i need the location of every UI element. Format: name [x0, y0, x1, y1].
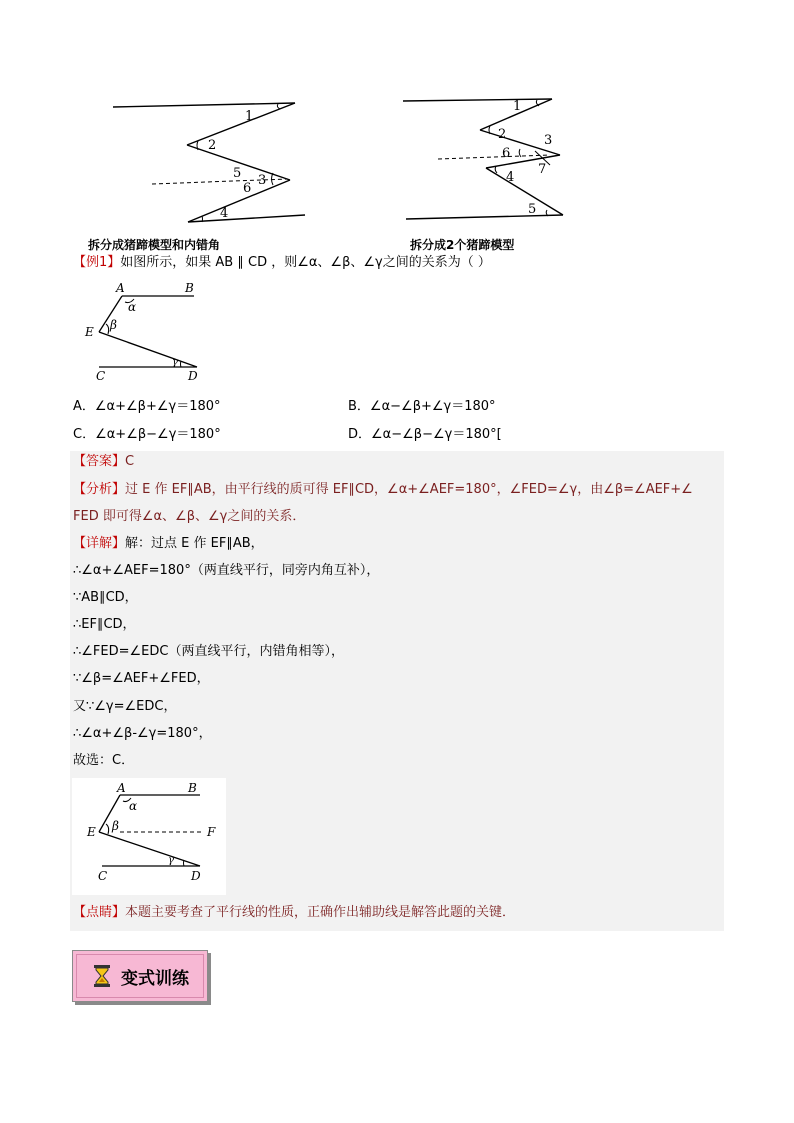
fig4-label-gamma: γ	[168, 855, 174, 866]
detail-line-6: ∵∠β=∠AEF+∠FED，	[73, 671, 210, 686]
fig2-label-1: 1	[513, 99, 522, 114]
fig4-label-B: B	[188, 781, 197, 795]
comment-line	[73, 904, 515, 922]
comment-tag: 【点睛】	[73, 905, 126, 920]
comment-text: 本题主要考查了平行线的性质，正确作出辅助线是解答此题的关键．	[125, 905, 516, 920]
fig1-label-4: 4	[220, 206, 229, 221]
detail-line-4: ∴EF∥CD，	[73, 617, 136, 632]
fig4-label-F: F	[207, 825, 216, 839]
detail-text-1: 解：过点 E 作 EF∥AB，	[125, 536, 264, 551]
fig2-label-6: 6	[502, 146, 511, 161]
fig3-label-gamma: γ	[172, 357, 178, 368]
fig1-label-5: 5	[233, 166, 242, 181]
section-label: 变式训练	[121, 969, 189, 989]
fig3-label-B: B	[185, 281, 194, 295]
fig4-label-alpha: α	[129, 799, 138, 813]
answer-text: C	[125, 454, 135, 469]
fig4-label-C: C	[98, 869, 108, 883]
fig4-label-E: E	[87, 825, 96, 839]
fig2-label-3: 3	[544, 133, 553, 148]
figure-1-caption: 拆分成猪蹄模型和内错角	[88, 238, 221, 252]
fig4-label-D: D	[191, 869, 201, 883]
fig3-label-A: A	[116, 281, 125, 295]
figure-2	[400, 93, 570, 227]
detail-tag: 【详解】	[73, 536, 126, 551]
detail-line-8: ∴∠α+∠β-∠γ=180°，	[73, 726, 212, 741]
option-d: D．∠α−∠β−∠γ＝180°[	[348, 427, 502, 442]
detail-line-3: ∵AB∥CD，	[73, 590, 138, 605]
fig3-label-C: C	[96, 369, 106, 383]
detail-line-7: 又∵∠γ=∠EDC，	[73, 699, 177, 714]
fig1-label-3: 3	[258, 173, 267, 188]
fig3-label-E: E	[85, 325, 94, 339]
figure-4	[72, 778, 226, 895]
option-b: B．∠α−∠β+∠γ＝180°	[348, 399, 496, 414]
analysis-line-2: FED 即可得∠α、∠β、∠γ之间的关系．	[73, 509, 306, 524]
fig2-label-2: 2	[498, 127, 507, 142]
analysis-tag: 【分析】	[73, 482, 126, 497]
figure-1	[110, 95, 310, 234]
detail-line-9: 故选：C．	[73, 753, 135, 768]
fig2-label-5: 5	[528, 202, 537, 217]
option-a: A．∠α+∠β+∠γ＝180°	[73, 399, 221, 414]
fig3-label-D: D	[188, 369, 198, 383]
answer-line	[73, 453, 134, 471]
analysis-line-1	[73, 481, 693, 499]
fig1-label-6: 6	[243, 181, 252, 196]
fig3-label-alpha: α	[128, 300, 137, 314]
fig2-label-7: 7	[538, 162, 547, 177]
hourglass-icon	[93, 964, 111, 988]
question-text: 如图所示，如果 AB ∥ CD ，则∠α、∠β、∠γ之间的关系为（ ）	[120, 255, 491, 270]
fig1-label-2: 2	[208, 138, 217, 153]
detail-line-1	[73, 535, 264, 553]
fig4-label-A: A	[117, 781, 126, 795]
detail-line-5: ∴∠FED=∠EDC（两直线平行，内错角相等），	[73, 644, 344, 659]
figure-3	[82, 280, 212, 389]
answer-tag: 【答案】	[73, 454, 126, 469]
fig1-label-1: 1	[245, 109, 254, 124]
fig2-label-4: 4	[506, 170, 515, 185]
section-badge	[72, 950, 208, 1002]
question-tag: 【例1】	[73, 255, 121, 270]
figure-2-caption: 拆分成2个猪蹄模型	[410, 238, 515, 252]
question	[73, 254, 491, 272]
detail-line-2: ∴∠α+∠AEF=180°（两直线平行，同旁内角互补），	[73, 563, 380, 578]
option-c: C．∠α+∠β−∠γ＝180°	[73, 427, 221, 442]
fig4-label-beta: β	[112, 819, 119, 833]
analysis-text-1: 过 E 作 EF∥AB，由平行线的质可得 EF∥CD，∠α+∠AEF=180°，∠FED=∠γ，由∠β=∠AEF+∠	[125, 482, 693, 497]
fig3-label-beta: β	[110, 318, 117, 332]
